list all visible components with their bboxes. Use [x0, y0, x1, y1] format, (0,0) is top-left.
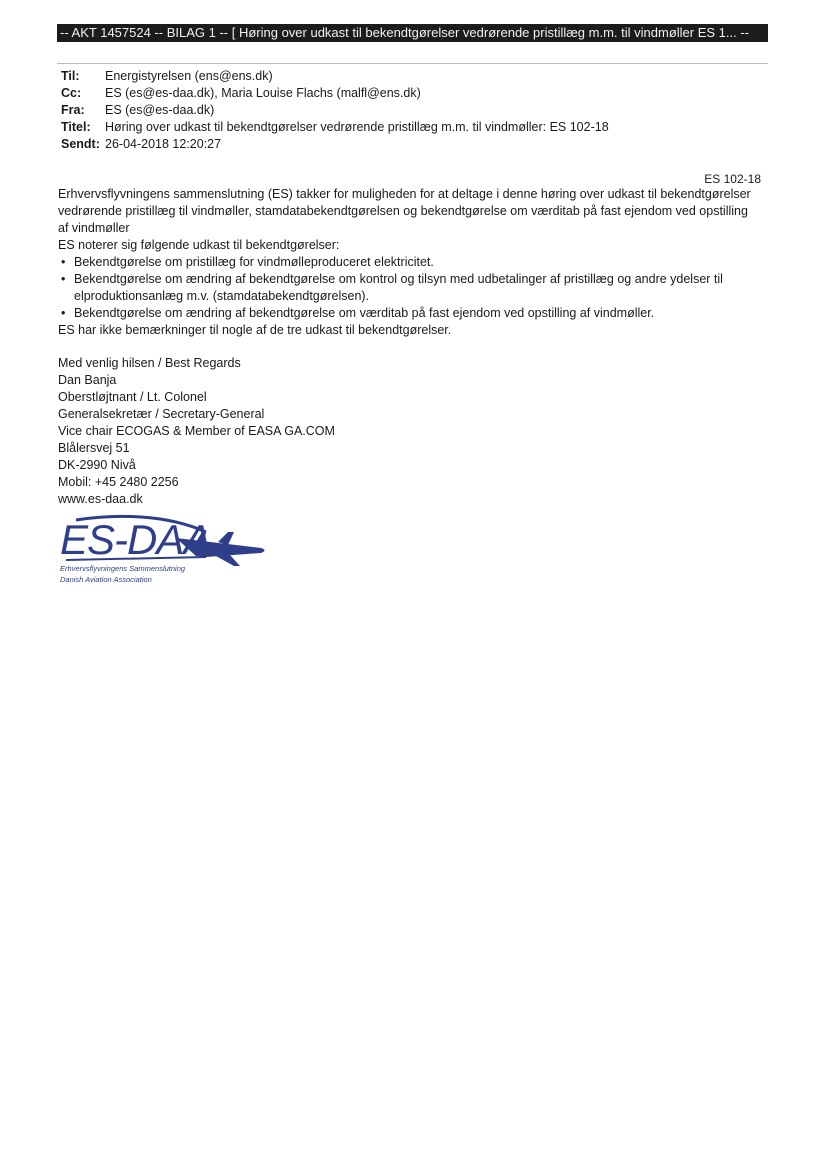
list-item: • Bekendtgørelse om pristillæg for vindmølleproduceret elektricitet.	[58, 254, 758, 271]
meta-sent-row	[61, 136, 609, 153]
meta-from-label: Fra:	[61, 103, 85, 117]
signer-role: Generalsekretær / Secretary-General	[58, 407, 265, 421]
meta-title-value: Høring over udkast til bekendtgørelser vedrørende pristillæg m.m. til vindmøller: ES 102-18	[105, 120, 609, 134]
list-item: • Bekendtgørelse om ændring af bekendtgørelse om kontrol og tilsyn med udbetalinger af pristillæg og andre ydelser til elproduktionsanlæg m.v. (stamdatabekendtgørelsen).	[58, 271, 758, 305]
address-street: Blålersvej 51	[58, 441, 130, 455]
meta-sent-label: Sendt:	[61, 137, 100, 151]
document-header-banner: -- AKT 1457524 -- BILAG 1 -- [ Høring over udkast til bekendtgørelser vedrørende pristillæg m.m. til vindmøller ES 1... --	[57, 24, 768, 42]
logo-subtitle-danish: Erhvervsflyvningens Sammenslutning	[60, 564, 186, 573]
meta-to-label: Til:	[61, 69, 80, 83]
signer-affiliation: Vice chair ECOGAS & Member of EASA GA.COM	[58, 424, 335, 438]
lead-sentence: ES noterer sig følgende udkast til bekendtgørelser:	[58, 238, 340, 252]
meta-cc-value: ES (es@es-daa.dk), Maria Louise Flachs (malfl@ens.dk)	[105, 86, 421, 100]
logo-wordmark: ES-DAA	[60, 516, 211, 563]
document-reference: ES 102-18	[704, 172, 761, 186]
letter-body	[58, 186, 758, 339]
address-city: DK-2990 Nivå	[58, 458, 136, 472]
meta-to-row	[61, 68, 609, 85]
meta-from-value: ES (es@es-daa.dk)	[105, 103, 215, 117]
phone-number: Mobil: +45 2480 2256	[58, 475, 179, 489]
conclusion-sentence: ES har ikke bemærkninger til nogle af de tre udkast til bekendtgørelser.	[58, 323, 452, 337]
logo-subtitle-english: Danish Aviation Association	[60, 575, 152, 584]
meta-sent-value: 26-04-2018 12:20:27	[105, 137, 222, 151]
signer-rank: Oberstløjtnant / Lt. Colonel	[58, 390, 207, 404]
es-daa-logo	[56, 512, 276, 590]
meta-cc-label: Cc:	[61, 86, 82, 100]
signer-name: Dan Banja	[58, 373, 117, 387]
draft-list	[58, 254, 758, 322]
meta-title-label: Titel:	[61, 120, 91, 134]
signature-block	[58, 355, 335, 508]
greeting: Med venlig hilsen / Best Regards	[58, 356, 241, 370]
meta-from-row	[61, 102, 609, 119]
website-link[interactable]: www.es-daa.dk	[58, 492, 143, 506]
meta-title-row	[61, 119, 609, 136]
meta-to-value: Energistyrelsen (ens@ens.dk)	[105, 69, 273, 83]
email-metadata	[61, 68, 609, 153]
header-divider	[57, 63, 768, 64]
meta-cc-row	[61, 85, 609, 102]
list-item: • Bekendtgørelse om ændring af bekendtgørelse om værditab på fast ejendom ved opstilling af vindmøller.	[58, 305, 758, 322]
intro-paragraph: Erhvervsflyvningens sammenslutning (ES) takker for muligheden for at deltage i denne høring over udkast til bekendtgørelser vedrørende pristillæg til vindmøller, stamdatabekendtgørelsen og bekendtgørelse om værditab på fast ejendom ved opstilling af vindmøller	[58, 187, 751, 235]
